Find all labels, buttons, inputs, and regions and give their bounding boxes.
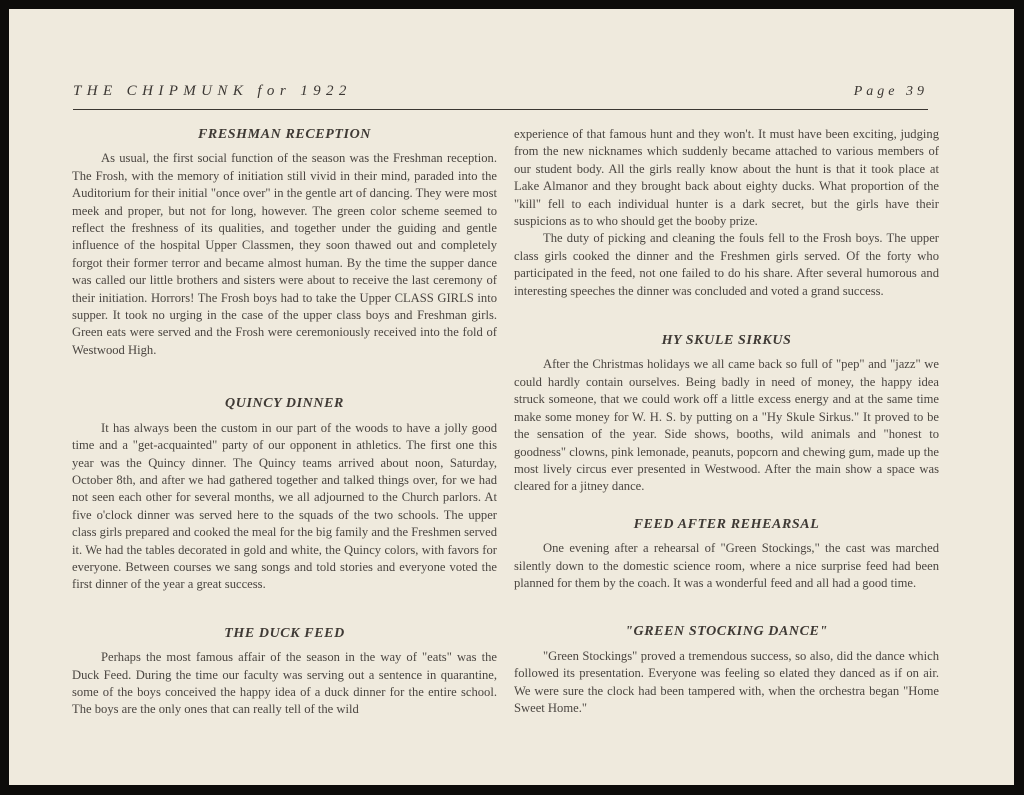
publication-title: THE CHIPMUNK for 1922: [73, 83, 352, 99]
running-head: [73, 83, 928, 110]
section-title-freshman-reception: FRESHMAN RECEPTION: [197, 127, 371, 142]
paragraph-duck-feed-continued: experience of that famous hunt and they won't. It must have been exciting, judging from the new nicknames which suddenly became attached to various members of our student body. All the girls really know about the hunt is that it took place at Lake Almanor and they brought back about eighty ducks. What proportion of the "kill" fell to each individual hunter is a dark secret, but the girls have their suspicions as to who should get the booby prize.: [514, 127, 939, 229]
paragraph-hy-skule-sirkus: After the Christmas holidays we all came back so full of "pep" and "jazz" we could hardly contain ourselves. Being badly in need of money, the happy idea struck someone, that we could work off a little excess energy and at the same time make some money for W. H. S. by putting on a "Hy Skule Sirkus." It proved to be the sensation of the year. Side shows, booths, wild animals and "honest to goodness" clowns, pink lemonade, peanuts, popcorn and chewing gum, made up the most lively circus ever presented in Westwood. After the main show a space was cleared for a jitney dance.: [514, 357, 939, 494]
page-number: Page 39: [853, 84, 928, 99]
paragraph-freshman-reception: As usual, the first social function of the season was the Freshman reception. The Frosh, with the memory of initiation still vivid in their mind, paraded into the Auditorium for their initial "once over" in the gentle art of dancing. They were most meek and proper, but not for long, however. The green color scheme seemed to reflect the freshness of its qualities, and together under the guiding and gentle influence of the hospital Upper Classmen, they soon thawed out and completely forgot their former terror and became almost human. By the time the supper dance was called our little brothers and sisters were about to receive the last ceremony of their initiation. Horrors! The Frosh boys had to take the Upper CLASS GIRLS into supper. It took no urging in the case of the upper class boys and Freshman girls. Green eats were served and the Frosh were ceremoniously received into the fold of Westwood High.: [72, 151, 497, 357]
paragraph-feed-after-rehearsal: One evening after a rehearsal of "Green Stockings," the cast was marched silently down to the domestic science room, where a nice surprise feed had been planned for them by the coach. It was a wonderful feed and all had a good time.: [514, 541, 939, 590]
section-title-hy-skule-sirkus: HY SKULE SIRKUS: [661, 333, 792, 349]
left-column: [72, 126, 497, 719]
section-title-duck-feed: THE DUCK FEED: [224, 625, 345, 641]
yearbook-page: [9, 9, 1014, 785]
paragraph-duck-feed-continued-2: The duty of picking and cleaning the fouls fell to the Frosh boys. The upper class girls cooked the dinner and the Freshmen girls served. Of the forty who participated in the feed, not one failed to do his share. After several humorous and interesting speeches the dinner was concluded and voted a grand success.: [514, 231, 939, 298]
section-title-green-stocking-dance: "GREEN STOCKING DANCE": [625, 624, 828, 640]
paragraph-duck-feed: Perhaps the most famous affair of the season in the way of "eats" was the Duck Feed. During the time our faculty was serving out a sentence in quarantine, some of the boys conceived the happy idea of a duck dinner for the entire school. The boys are the only ones that can really tell of the wild: [72, 650, 497, 717]
right-column: [514, 126, 939, 717]
paragraph-green-stocking-dance: "Green Stockings" proved a tremendous success, so also, did the dance which followed its presentation. Everyone was feeling so elated they danced as if on air. We were sure the clock had been tampered with, when the orchestra began "Home Sweet Home.": [514, 648, 939, 715]
section-title-feed-after-rehearsal: FEED AFTER REHEARSAL: [633, 516, 820, 532]
section-title-quincy-dinner: QUINCY DINNER: [225, 396, 344, 412]
paragraph-quincy-dinner: It has always been the custom in our part of the woods to have a jolly good time and a "get-acquainted" party of our opponent in athletics. The first one this year was the Quincy dinner. The Quincy teams arrived about noon, Saturday, October 8th, and after we had gathered together and talked things over, for we had not seen each other for several months, we all adjourned to the Church parlors. At five o'clock dinner was served here to the squads of the two schools. The upper class girls prepared and cooked the meal for the big family and the Freshmen served it. We had the tables decorated in gold and white, the Quincy colors, with favors for everyone. Between courses we sang songs and told stories and everyone voted the first dinner of the year a great success.: [72, 420, 497, 592]
